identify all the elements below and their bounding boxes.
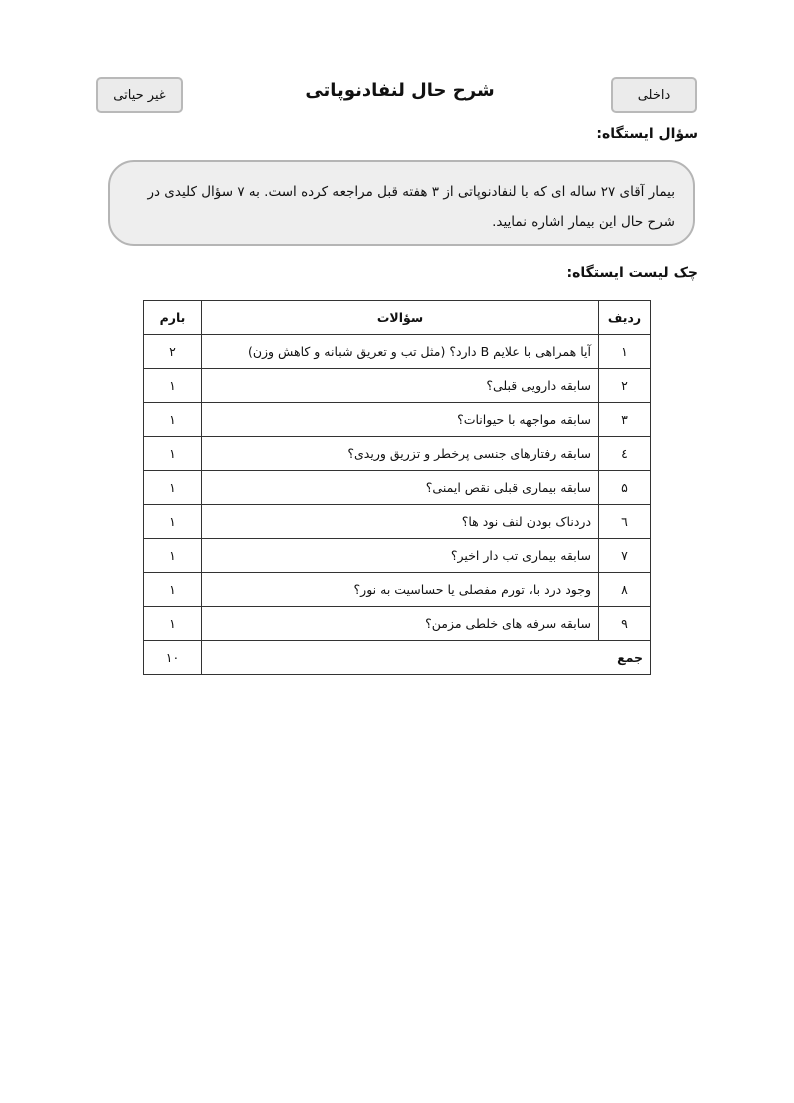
- row-score: ۱: [144, 437, 202, 471]
- table-row: [144, 335, 651, 369]
- row-question: سابقه رفتارهای جنسی پرخطر و تزریق وریدی؟: [201, 437, 598, 471]
- station-question-label: سؤال ایستگاه:: [596, 126, 698, 142]
- table-row: [144, 505, 651, 539]
- station-question-box: [108, 160, 695, 246]
- checklist-table: [143, 300, 651, 675]
- total-row: [144, 641, 651, 675]
- total-label: جمع: [201, 641, 650, 675]
- category-tag-non-vital-label: غیر حیاتی: [113, 87, 166, 103]
- row-question: سابقه بیماری قبلی نقص ایمنی؟: [201, 471, 598, 505]
- header-question: سؤالات: [201, 301, 598, 335]
- row-question: سابقه سرفه های خلطی مزمن؟: [201, 607, 598, 641]
- table-row: [144, 607, 651, 641]
- row-question: آیا همراهی با علایم B دارد؟ (مثل تب و تعریق شبانه و کاهش وزن): [201, 335, 598, 369]
- table-row: [144, 471, 651, 505]
- row-num: ۵: [599, 471, 651, 505]
- row-num: ۲: [599, 369, 651, 403]
- page-title: شرح حال لنفادنوپاتی: [305, 80, 495, 101]
- header-score: بارم: [144, 301, 202, 335]
- category-tag-non-vital: [96, 77, 183, 113]
- category-tag-internal: [611, 77, 697, 113]
- station-question-text: بیمار آقای ۲۷ ساله ای که با لنفادنوپاتی از ۳ هفته قبل مراجعه کرده است. به ۷ سؤال کلیدی در شرح حال این بیمار اشاره نمایید.: [147, 184, 675, 230]
- row-question: دردناک بودن لنف نود ها؟: [201, 505, 598, 539]
- row-score: ۱: [144, 505, 202, 539]
- row-score: ۱: [144, 369, 202, 403]
- row-num: ٦: [599, 505, 651, 539]
- row-question: سابقه دارویی قبلی؟: [201, 369, 598, 403]
- table-row: [144, 369, 651, 403]
- table-header-row: [144, 301, 651, 335]
- row-score: ۱: [144, 573, 202, 607]
- row-num: ٤: [599, 437, 651, 471]
- row-question: وجود درد با، تورم مفصلی یا حساسیت به نور؟: [201, 573, 598, 607]
- row-score: ۱: [144, 403, 202, 437]
- table-row: [144, 573, 651, 607]
- category-tag-internal-label: داخلی: [637, 87, 671, 103]
- header-num: ردیف: [599, 301, 651, 335]
- row-score: ۱: [144, 471, 202, 505]
- table-row: [144, 437, 651, 471]
- table-row: [144, 539, 651, 573]
- row-num: ۸: [599, 573, 651, 607]
- row-num: ۷: [599, 539, 651, 573]
- row-num: ۱: [599, 335, 651, 369]
- row-num: ۹: [599, 607, 651, 641]
- checklist-label: چک لیست ایستگاه:: [566, 265, 698, 281]
- row-question: سابقه بیماری تب دار اخیر؟: [201, 539, 598, 573]
- table-row: [144, 403, 651, 437]
- total-score: ۱۰: [144, 641, 202, 675]
- row-question: سابقه مواجهه با حیوانات؟: [201, 403, 598, 437]
- row-score: ۱: [144, 607, 202, 641]
- row-num: ۳: [599, 403, 651, 437]
- row-score: ۲: [144, 335, 202, 369]
- row-score: ۱: [144, 539, 202, 573]
